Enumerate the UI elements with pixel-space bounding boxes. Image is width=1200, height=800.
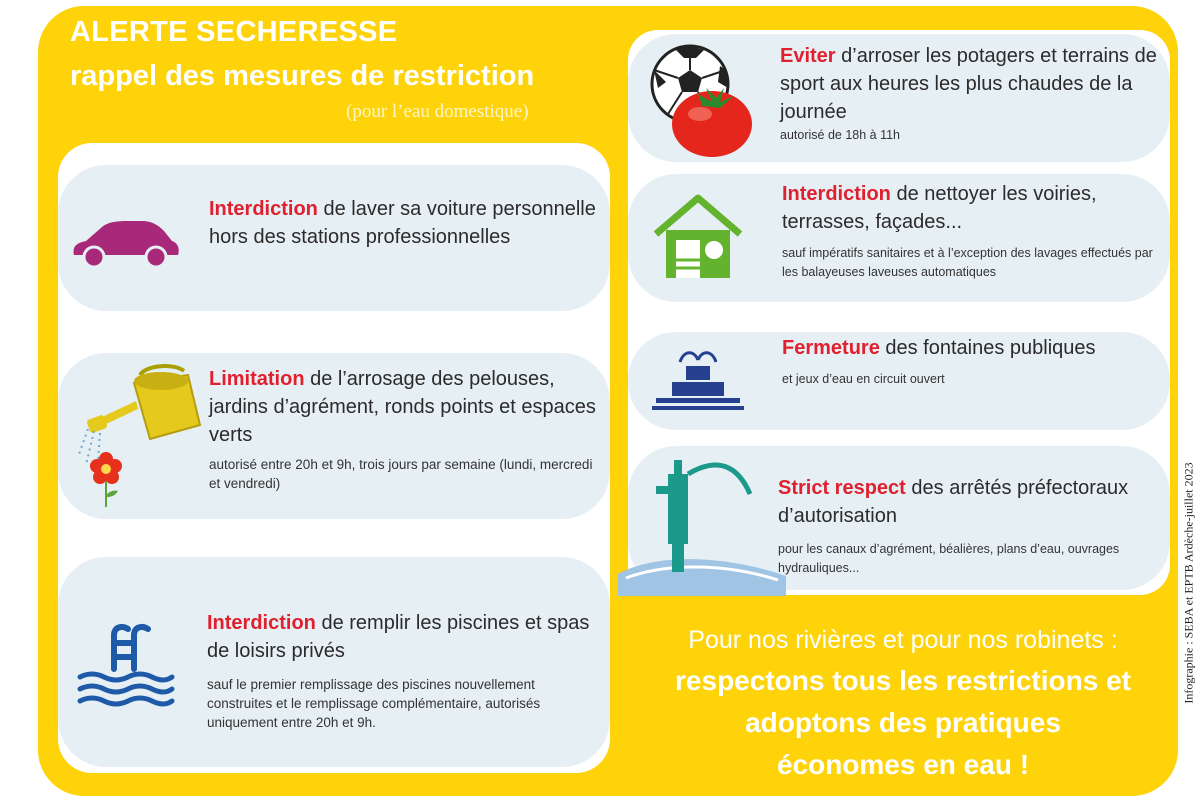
item-keyword: Interdiction bbox=[207, 612, 316, 634]
item-detail: autorisé entre 20h et 9h, trois jours par semaine (lundi, mercredi et vendredi) bbox=[209, 457, 593, 491]
item-detail: sauf le premier remplissage des piscines nouvellement construites et le remplissage complémentaire, autorisés uniquement entre 20h et 9h. bbox=[207, 677, 541, 730]
water-pump-icon bbox=[618, 456, 788, 601]
restriction-cleaning bbox=[628, 174, 1170, 302]
restriction-prefectoral bbox=[628, 446, 1170, 590]
watering-can-icon bbox=[76, 361, 206, 516]
right-panel bbox=[628, 30, 1170, 595]
fountain-icon bbox=[650, 348, 746, 419]
item-keyword: Limitation bbox=[209, 368, 305, 390]
restriction-fountains bbox=[628, 332, 1170, 430]
item-description: de nettoyer les voiries, terrasses, façades... bbox=[782, 183, 1097, 233]
item-detail: autorisé de 18h à 11h bbox=[780, 128, 901, 142]
item-description: des arrêtés préfectoraux d’autorisation bbox=[778, 477, 1129, 527]
slogan-line-3: adoptons des pratiques bbox=[745, 707, 1061, 738]
item-description: de remplir les piscines et spas de loisirs privés bbox=[207, 612, 590, 662]
restriction-car-wash bbox=[58, 165, 610, 311]
item-keyword: Interdiction bbox=[209, 198, 318, 220]
slogan-line-4: économes en eau ! bbox=[776, 749, 1030, 780]
item-detail: pour les canaux d’agrément, béalières, plans d’eau, ouvrages hydrauliques... bbox=[778, 542, 1120, 575]
item-text bbox=[209, 195, 599, 251]
item-text bbox=[209, 365, 604, 493]
ball-tomato-icon bbox=[650, 42, 760, 165]
item-detail: sauf impératifs sanitaires et à l’exception des lavages effectués par les balayeuses laveuses automatiques bbox=[782, 246, 1153, 279]
item-text bbox=[778, 474, 1168, 578]
left-panel bbox=[58, 143, 610, 773]
page-note: (pour l’eau domestique) bbox=[346, 101, 529, 122]
item-text bbox=[782, 334, 1162, 389]
page-subtitle: rappel des mesures de restriction bbox=[70, 60, 535, 92]
slogan bbox=[628, 620, 1178, 786]
item-keyword: Interdiction bbox=[782, 183, 891, 205]
house-icon bbox=[652, 194, 744, 287]
item-description: de laver sa voiture personnelle hors des stations professionnelles bbox=[209, 198, 596, 248]
item-text bbox=[207, 609, 602, 732]
car-icon bbox=[68, 217, 180, 274]
pool-icon bbox=[76, 621, 176, 712]
credit-text: Infographie : SEBA et EPTB Ardèche-juillet 2023 bbox=[1181, 462, 1196, 704]
slogan-line-2: respectons tous les restrictions et bbox=[675, 665, 1131, 696]
credit bbox=[1183, 418, 1195, 748]
item-description: de l’arrosage des pelouses, jardins d’agrément, ronds points et espaces verts bbox=[209, 368, 596, 446]
item-description: d’arroser les potagers et terrains de sport aux heures les plus chaudes de la journée bbox=[780, 45, 1157, 123]
item-text bbox=[780, 42, 1165, 145]
page-title: ALERTE SECHERESSE bbox=[70, 16, 398, 48]
item-keyword: Eviter bbox=[780, 45, 836, 67]
restriction-watering bbox=[58, 353, 610, 519]
item-description: des fontaines publiques bbox=[879, 337, 1096, 359]
restriction-gardens-sports bbox=[628, 34, 1170, 162]
item-text bbox=[782, 180, 1162, 282]
item-keyword: Fermeture bbox=[782, 337, 880, 359]
restriction-pools bbox=[58, 557, 610, 767]
item-keyword: Strict respect bbox=[778, 477, 906, 499]
slogan-line-1: Pour nos rivières et pour nos robinets : bbox=[688, 626, 1118, 654]
item-detail: et jeux d’eau en circuit ouvert bbox=[782, 372, 945, 386]
